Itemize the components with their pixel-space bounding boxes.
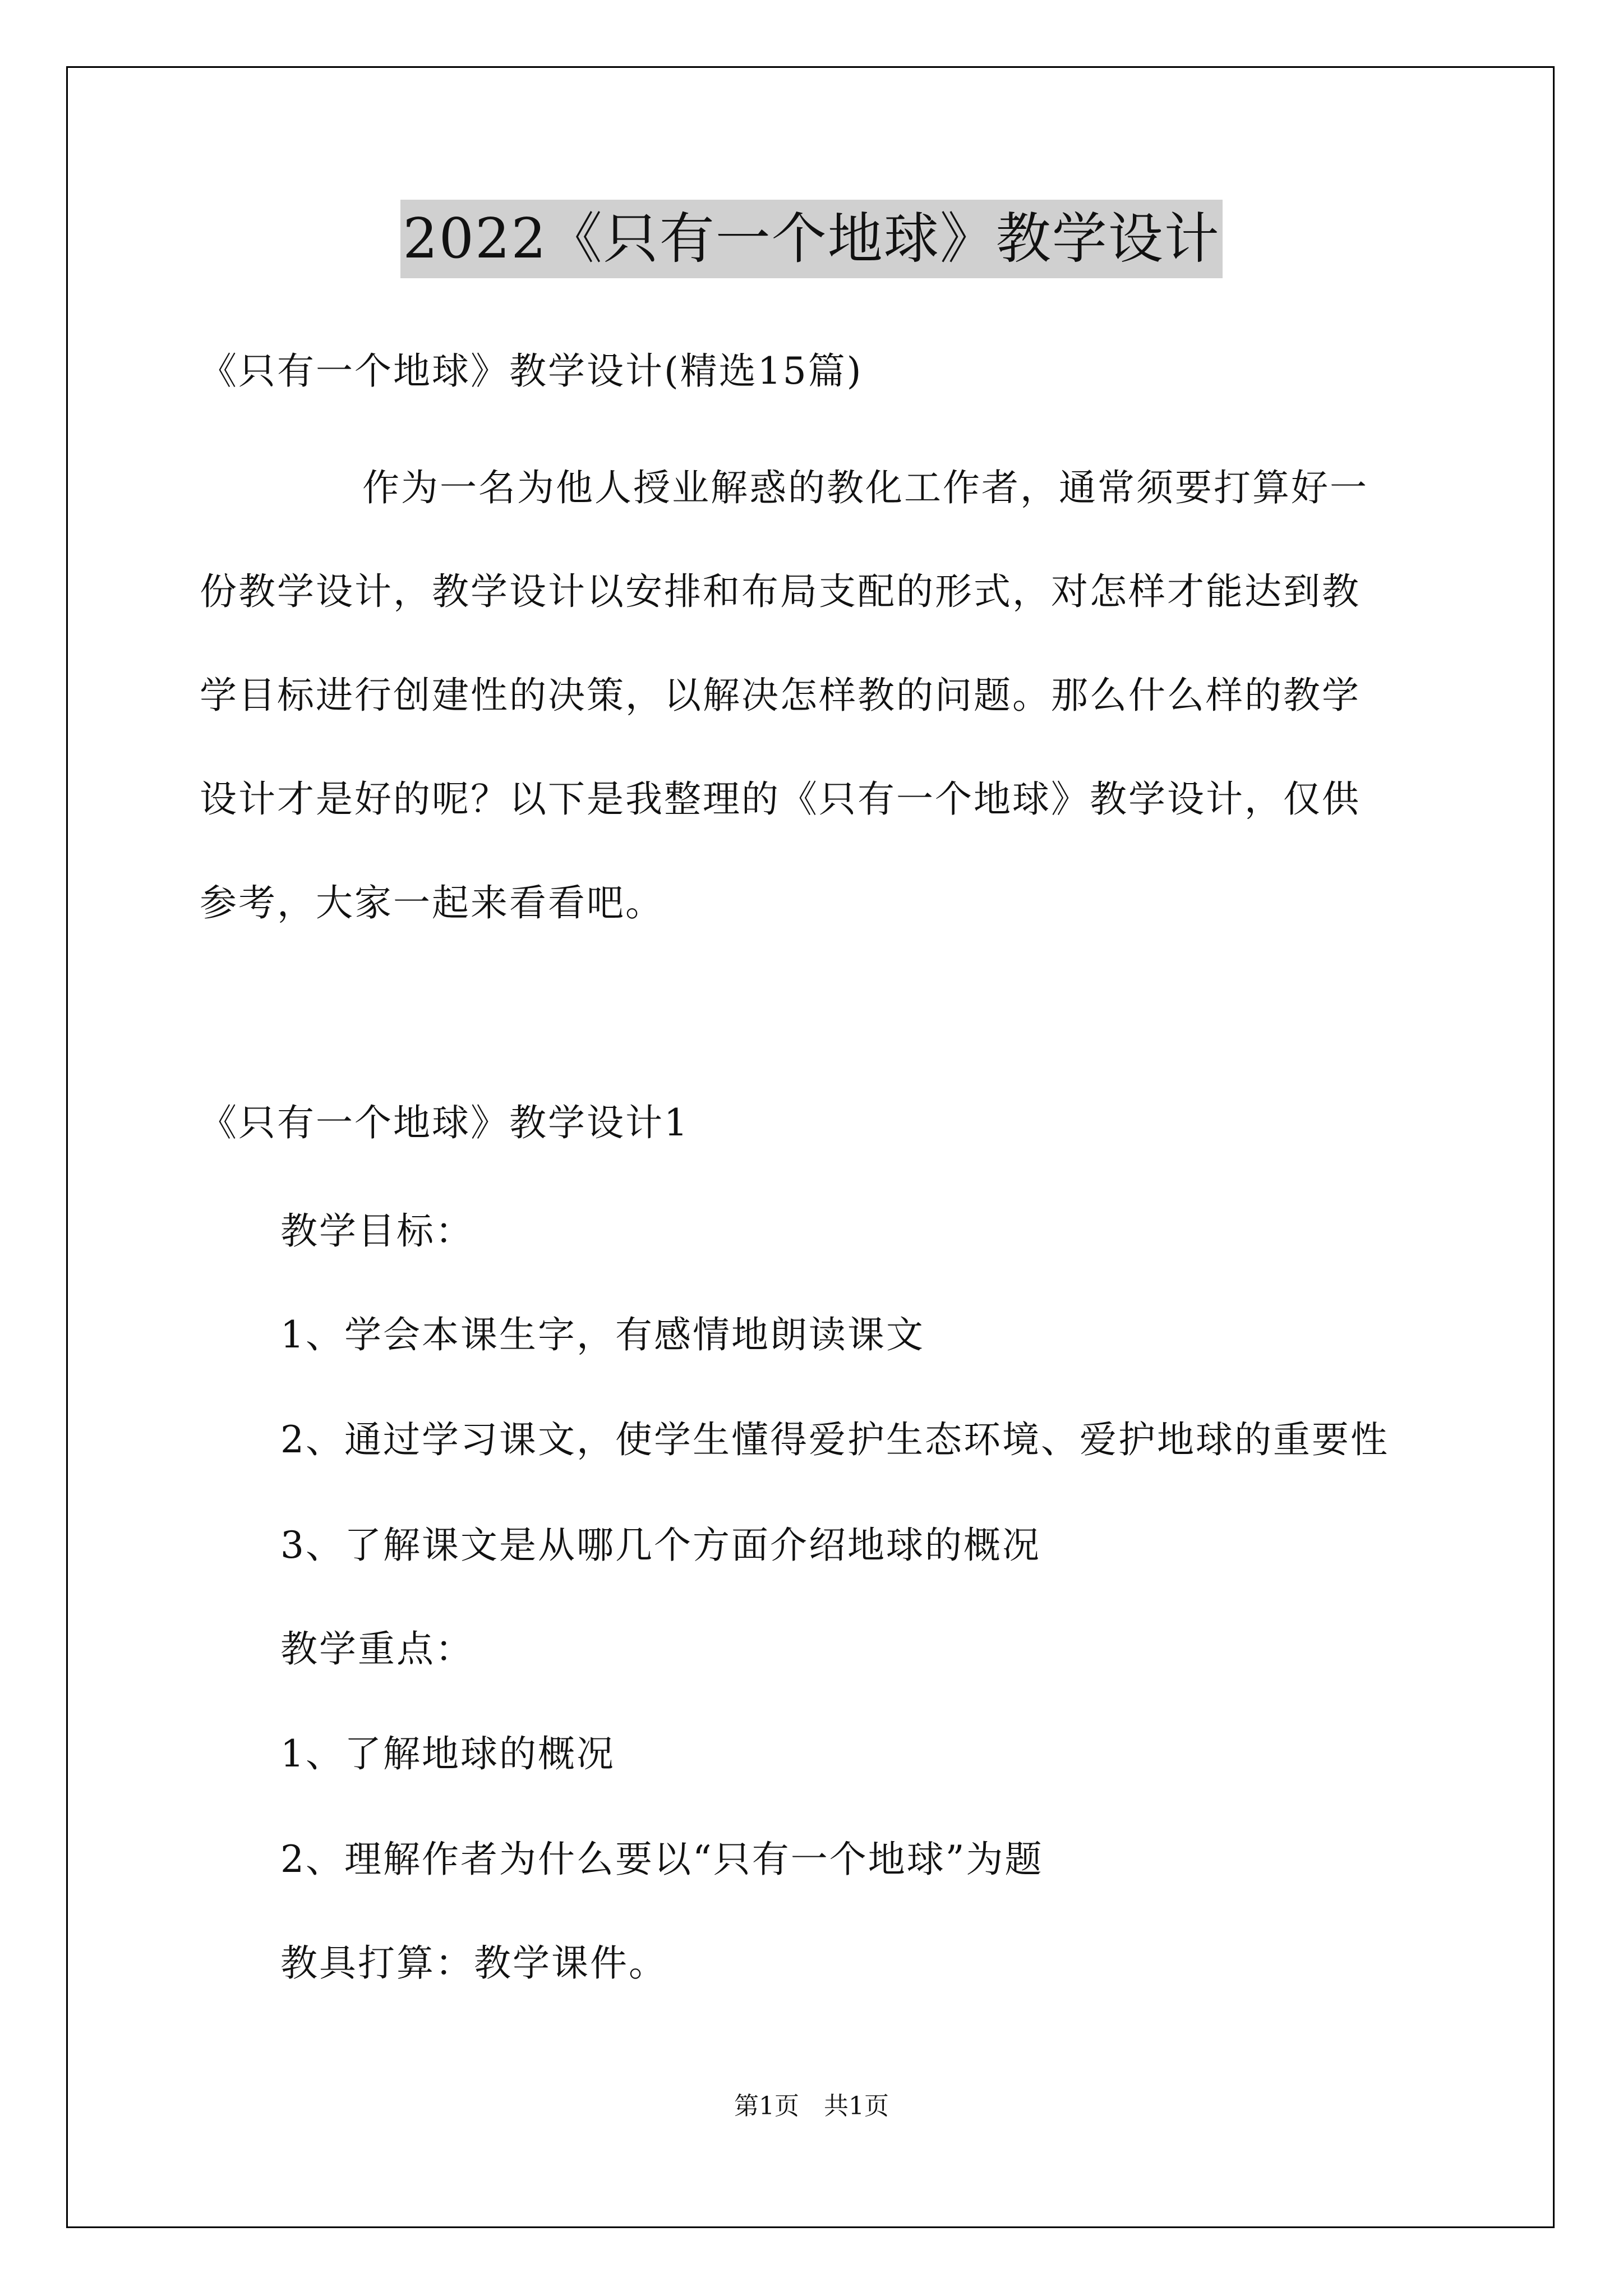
title-container: [0, 200, 1623, 278]
page-footer: 第1页 共1页: [734, 2092, 889, 2120]
materials-line: 教具打算：教学课件。: [280, 1941, 667, 1985]
intro-paragraph: [200, 466, 1428, 984]
intro-line: 作为一名为他人授业解惑的教化工作者，通常须要打算好一: [362, 466, 1368, 509]
document-subtitle: 《只有一个地球》教学设计(精选15篇): [200, 349, 863, 393]
intro-line: 学目标进行创建性的决策，以解决怎样教的问题。那么什么样的教学: [200, 674, 1361, 717]
objective-item: 1、学会本课生字，有感情地朗读课文: [280, 1313, 925, 1356]
intro-line: 参考，大家一起来看看吧。: [200, 881, 664, 924]
key-point-item: 1、了解地球的概况: [280, 1732, 615, 1775]
intro-line: 设计才是好的呢？以下是我整理的《只有一个地球》教学设计，仅供: [200, 777, 1361, 821]
objective-item: 3、了解课文是从哪几个方面介绍地球的概况: [280, 1524, 1041, 1567]
objectives-heading: 教学目标：: [280, 1209, 474, 1253]
section-heading: 《只有一个地球》教学设计1: [200, 1101, 689, 1144]
intro-line: 份教学设计，教学设计以安排和布局支配的形式，对怎样才能达到教: [200, 570, 1361, 613]
key-point-item: 2、理解作者为什么要以“只有一个地球”为题: [280, 1838, 1044, 1881]
key-points-heading: 教学重点：: [280, 1627, 474, 1671]
objective-item: 2、通过学习课文，使学生懂得爱护生态环境、爱护地球的重要性: [280, 1418, 1389, 1461]
document-title: 2022《只有一个地球》教学设计: [400, 200, 1222, 278]
